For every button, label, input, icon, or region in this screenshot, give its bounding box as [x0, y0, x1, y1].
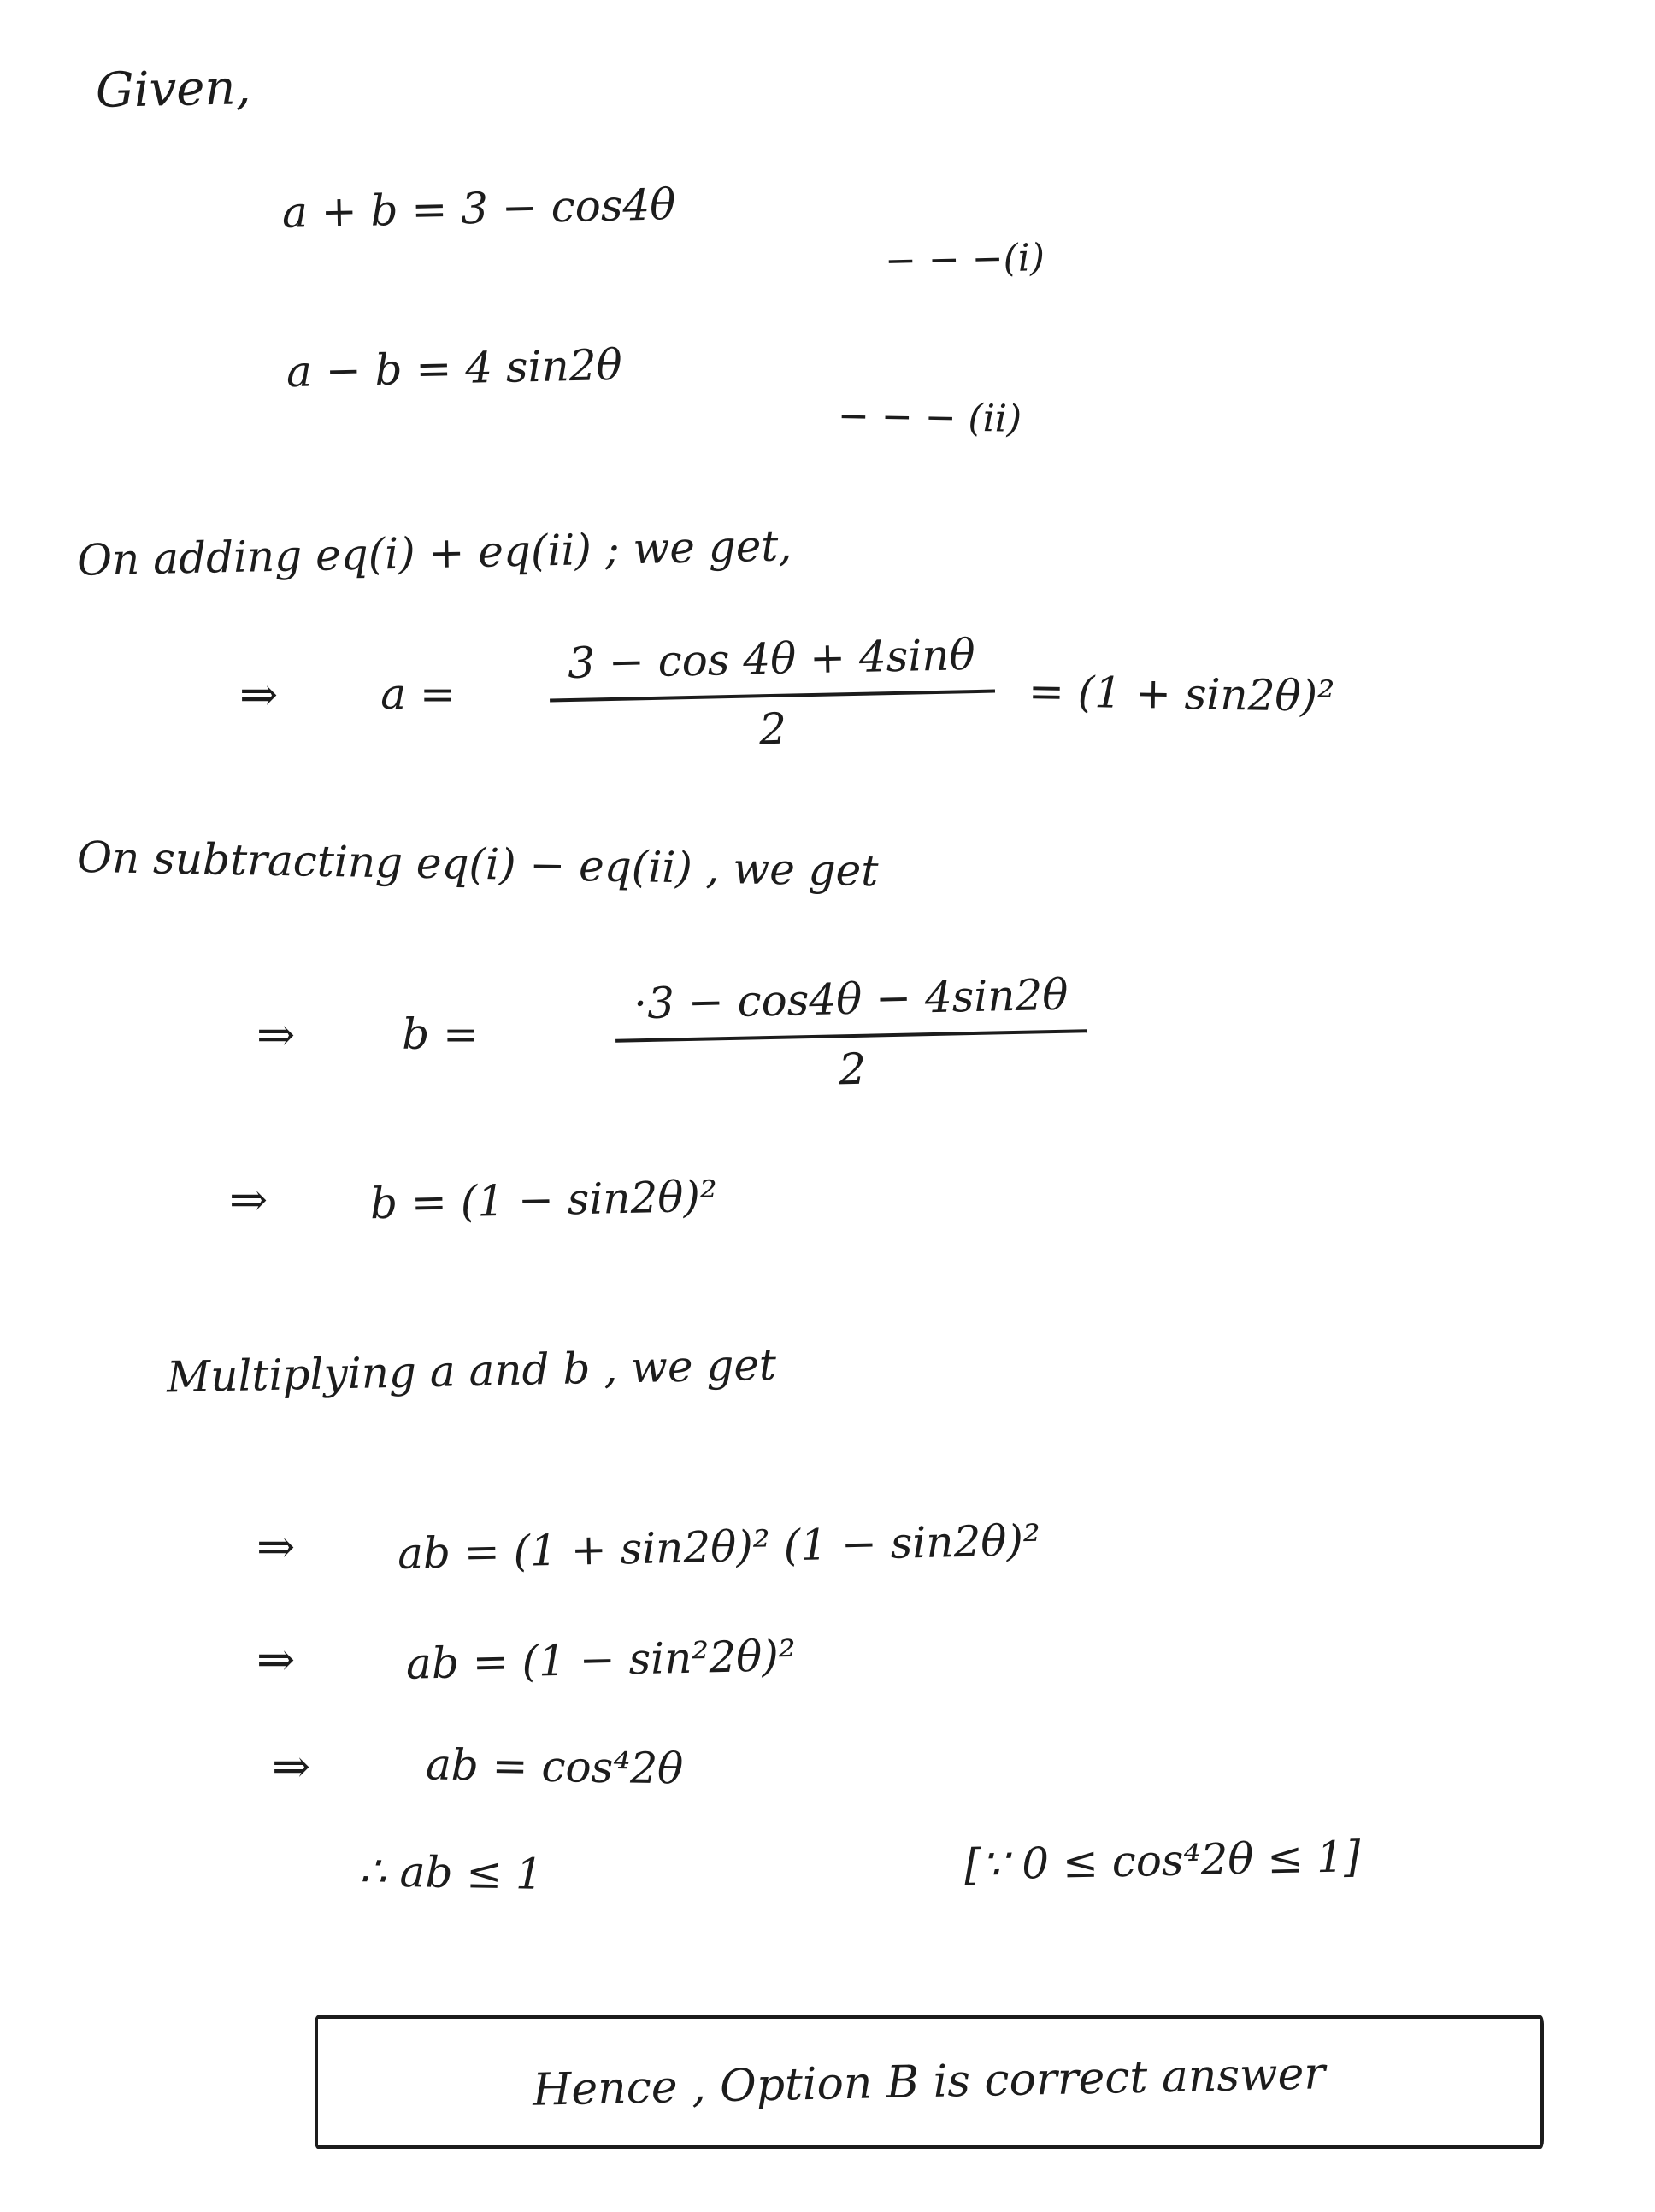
implies-arrow-a: ⇒ [239, 667, 279, 721]
a-fraction-numerator: 3 − cos 4θ + 4sinθ [548, 630, 994, 703]
conclusion-inequality: ∴ ab ≤ 1 [358, 1846, 544, 1899]
equation-1: a + b = 3 − cos4θ [281, 179, 676, 238]
equation-2-tag: − − − (ii) [837, 394, 1022, 441]
multiply-statement: Multiplying a and b , we get [166, 1339, 777, 1403]
implies-arrow-ab-2: ⇒ [256, 1633, 296, 1686]
ab-step-3: ab = cos⁴2θ [425, 1738, 684, 1794]
implies-arrow-ab-1: ⇒ [256, 1520, 296, 1574]
equation-1-tag: − − −(i) [884, 236, 1045, 283]
implies-arrow-ab-3: ⇒ [272, 1739, 311, 1793]
given-heading: Given, [95, 60, 251, 119]
adding-statement: On adding eq(i) + eq(ii) ; we get, [76, 521, 792, 585]
b-fraction [615, 969, 1089, 1099]
final-answer-text: Hence , Option B is correct answer [532, 2048, 1327, 2116]
b-result: b = (1 − sin2θ)² [369, 1171, 718, 1228]
implies-arrow-b: ⇒ [256, 1007, 296, 1062]
implies-arrow-b-result: ⇒ [229, 1173, 268, 1227]
ab-step-1-row [256, 1515, 1041, 1579]
b-derivation-row [256, 969, 1087, 1095]
b-fraction-numerator: ·3 − cos4θ − 4sin2θ [615, 969, 1088, 1043]
b-fraction-denominator: 2 [838, 1044, 867, 1095]
ab-step-2-row [256, 1630, 797, 1689]
a-lhs: a = [380, 669, 456, 719]
b-result-row [229, 1173, 717, 1227]
a-fraction-denominator: 2 [758, 703, 787, 755]
equation-2: a − b = 4 sin2θ [286, 339, 623, 397]
a-fraction [548, 630, 995, 759]
conclusion-reason: [∵ 0 ≤ cos⁴2θ ≤ 1] [963, 1832, 1361, 1890]
b-lhs: b = [402, 1009, 480, 1059]
ab-step-3-row [272, 1739, 683, 1793]
final-answer-box [315, 2015, 1544, 2149]
a-derivation-row [239, 630, 1335, 755]
ab-step-1: ab = (1 + sin2θ)² (1 − sin2θ)² [397, 1515, 1041, 1579]
ab-step-2: ab = (1 − sin²2θ)² [405, 1630, 797, 1689]
subtracting-statement: On subtracting eq(i) − eq(ii) , we get [76, 832, 879, 897]
a-rhs: = (1 + sin2θ)² [1028, 666, 1335, 722]
